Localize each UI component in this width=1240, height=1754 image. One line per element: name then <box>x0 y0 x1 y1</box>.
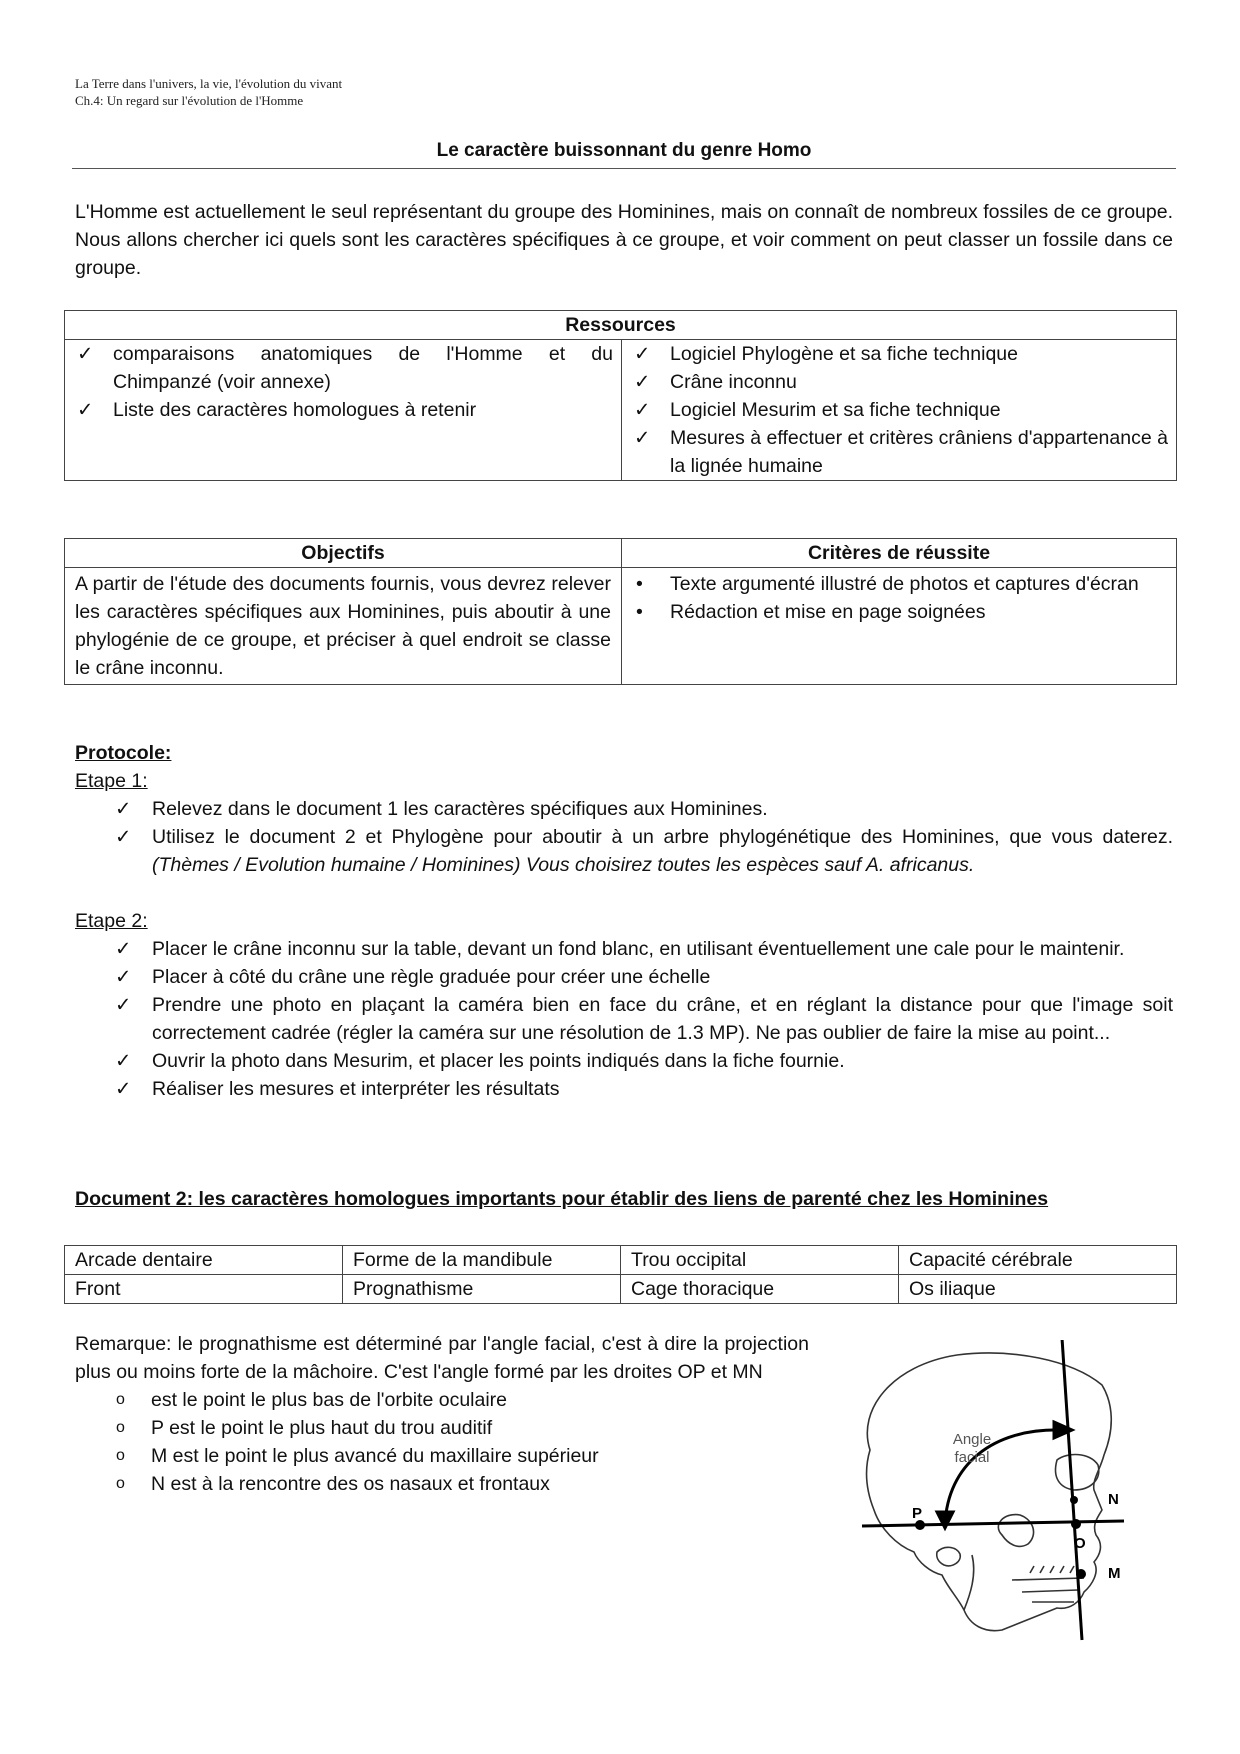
document2-table <box>64 1245 1177 1304</box>
table-cell: Os iliaque <box>899 1275 1177 1304</box>
criteria-header: Critères de réussite <box>622 539 1177 568</box>
circle-bullet-icon: o <box>116 1447 125 1464</box>
point-n-marker <box>1070 1496 1078 1504</box>
protocol-title: Protocole: <box>75 742 172 764</box>
list-item: o N est à la rencontre des os nasaux et frontaux <box>75 1470 809 1498</box>
check-icon: ✓ <box>115 994 132 1016</box>
list-item: ✓ Ouvrir la photo dans Mesurim, et placer les points indiqués dans la fiche fournie. <box>75 1047 1173 1075</box>
check-icon: ✓ <box>115 798 132 820</box>
table-row <box>65 1275 1177 1304</box>
table-cell: Arcade dentaire <box>65 1246 343 1275</box>
table-row <box>65 1246 1177 1275</box>
list-item: ✓ Réaliser les mesures et interpréter les résultats <box>75 1075 1173 1103</box>
table-cell: Prognathisme <box>343 1275 621 1304</box>
title-divider <box>72 168 1176 169</box>
measurement-points <box>915 1496 1086 1579</box>
list-item: • Rédaction et mise en page soignées <box>630 598 1168 626</box>
list-item: ✓ Logiciel Phylogène et sa fiche technique <box>630 340 1168 368</box>
check-icon: ✓ <box>115 1078 132 1100</box>
list-item: o P est le point le plus haut du trou auditif <box>75 1414 809 1442</box>
list-item: ✓ Utilisez le document 2 et Phylogène pour aboutir à un arbre phylogénétique des Hominines, que vous daterez. (Thèmes / Evolution humaine / Hominines) Vous choisirez toutes les espèces sauf A. africanus. <box>75 823 1173 879</box>
angle-label-line1: Angle <box>952 1431 992 1448</box>
list-item: • Texte argumenté illustré de photos et captures d'écran <box>630 570 1168 598</box>
point-p-label: P <box>912 1505 923 1522</box>
resources-table <box>64 310 1177 481</box>
list-item: ✓ Placer le crâne inconnu sur la table, devant un fond blanc, en utilisant éventuellement une cale pour le maintenir. <box>75 935 1173 963</box>
check-icon: ✓ <box>634 343 651 365</box>
check-icon: ✓ <box>115 938 132 960</box>
list-item: ✓ Relevez dans le document 1 les caractères spécifiques aux Hominines. <box>75 795 1173 823</box>
check-icon: ✓ <box>77 399 94 421</box>
remark-text: Remarque: le prognathisme est déterminé par l'angle facial, c'est à dire la projection plus ou moins forte de la mâchoire. C'est l'angle formé par les droites OP et MN <box>75 1333 809 1383</box>
remark-section <box>75 1330 809 1498</box>
measurement-lines <box>862 1340 1124 1640</box>
list-item: o est le point le plus bas de l'orbite oculaire <box>75 1386 809 1414</box>
angle-label-line2: facial <box>954 1449 990 1466</box>
objectives-table <box>64 538 1177 685</box>
check-icon: ✓ <box>634 371 651 393</box>
skull-facial-angle-figure <box>852 1340 1132 1645</box>
list-item: ✓ comparaisons anatomiques de l'Homme et du Chimpanzé (voir annexe) <box>73 340 613 396</box>
circle-bullet-icon: o <box>116 1419 125 1436</box>
check-icon: ✓ <box>115 826 132 848</box>
circle-bullet-icon: o <box>116 1391 125 1408</box>
document2-title: Document 2: les caractères homologues importants pour établir des liens de parenté chez les Hominines <box>75 1188 1049 1210</box>
point-o-marker <box>1071 1519 1081 1529</box>
table-cell: Trou occipital <box>621 1246 899 1275</box>
check-icon: ✓ <box>634 427 651 449</box>
point-m-marker <box>1076 1569 1086 1579</box>
list-item: ✓ Placer à côté du crâne une règle graduée pour créer une échelle <box>75 963 1173 991</box>
check-icon: ✓ <box>634 399 651 421</box>
list-item: ✓ Logiciel Mesurim et sa fiche technique <box>630 396 1168 424</box>
list-item: ✓ Prendre une photo en plaçant la caméra bien en face du crâne, et en réglant la distance pour que l'image soit correctement cadrée (régler la caméra sur une résolution de 1.3 MP). Ne pas oublier de faire la mise au point... <box>75 991 1173 1047</box>
skull-outline <box>867 1353 1112 1631</box>
check-icon: ✓ <box>77 343 94 365</box>
circle-bullet-icon: o <box>116 1475 125 1492</box>
check-icon: ✓ <box>115 966 132 988</box>
table-cell: Cage thoracique <box>621 1275 899 1304</box>
list-item: ✓ Liste des caractères homologues à retenir <box>73 396 613 424</box>
protocol-section <box>75 739 1173 1103</box>
list-item: ✓ Mesures à effectuer et critères crâniens d'appartenance à la lignée humaine <box>630 424 1168 480</box>
line-op <box>862 1521 1124 1526</box>
table-cell: Capacité cérébrale <box>899 1246 1177 1275</box>
resources-header: Ressources <box>65 311 1177 340</box>
list-item: ✓ Crâne inconnu <box>630 368 1168 396</box>
table-cell: Forme de la mandibule <box>343 1246 621 1275</box>
step2-label: Etape 2: <box>75 910 148 932</box>
resources-left-cell <box>65 340 622 481</box>
header-chapter: Ch.4: Un regard sur l'évolution de l'Homme <box>75 93 304 108</box>
objectives-header: Objectifs <box>65 539 622 568</box>
objectives-text: A partir de l'étude des documents fournis, vous devrez relever les caractères spécifiques aux Hominines, puis aboutir à une phylogénie de ce groupe, et préciser à quel endroit se classe le crâne inconnu. <box>65 568 622 685</box>
check-icon: ✓ <box>115 1050 132 1072</box>
header-subject: La Terre dans l'univers, la vie, l'évolution du vivant <box>75 76 343 91</box>
bullet-icon: • <box>636 573 643 595</box>
point-o-label: O <box>1074 1535 1086 1552</box>
point-n-label: N <box>1108 1491 1119 1508</box>
bullet-icon: • <box>636 601 643 623</box>
table-cell: Front <box>65 1275 343 1304</box>
resources-right-cell <box>622 340 1177 481</box>
criteria-cell <box>622 568 1177 685</box>
step1-label: Etape 1: <box>75 770 148 792</box>
list-item: o M est le point le plus avancé du maxillaire supérieur <box>75 1442 809 1470</box>
intro-paragraph: L'Homme est actuellement le seul représentant du groupe des Hominines, mais on connaît de nombreux fossiles de ce groupe. Nous allons chercher ici quels sont les caractères spécifiques à ce groupe, et voir comment on peut classer un fossile dans ce groupe. <box>75 201 1173 279</box>
point-m-label: M <box>1108 1565 1121 1582</box>
page-title: Le caractère buissonnant du genre Homo <box>436 140 812 161</box>
